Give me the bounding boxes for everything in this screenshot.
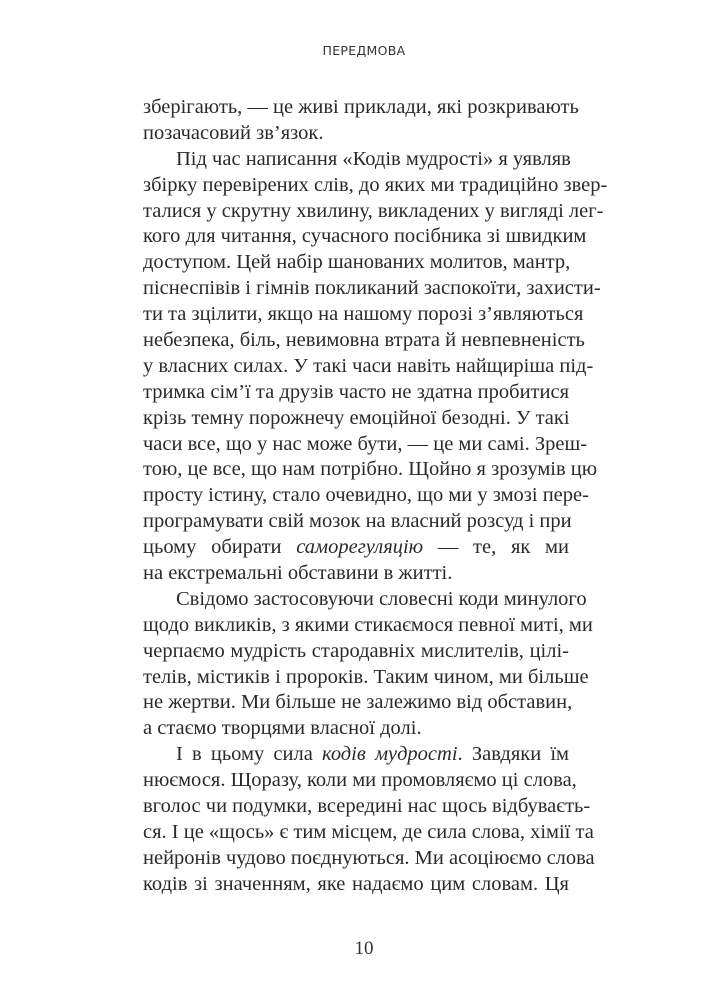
text-line: черпаємо мудрість стародавніх мислителів, цілі- — [143, 639, 569, 662]
text-line: доступом. Цей набір шанованих молитов, мантр, — [143, 251, 571, 274]
text-line: ся. І це «щось» є тим місцем, де сила слова, хімії та — [143, 820, 594, 843]
paragraph — [143, 587, 593, 742]
paragraph — [143, 95, 579, 147]
paragraph — [143, 147, 608, 587]
text-line: позачасовий зв’язок. — [143, 121, 324, 144]
text-line: зберігають, — це живі приклади, які розкривають — [143, 96, 579, 118]
text-line: ти та зцілити, якщо на нашому порозі з’являються — [143, 303, 584, 326]
text-line: на екстремальні обставини в житті. — [143, 562, 453, 585]
italic-text: кодів мудрості — [322, 743, 458, 766]
text-line: часи все, що у нас може бути, — це ми самі. Зреш- — [143, 432, 588, 455]
text-line: Свідомо застосовуючи словесні коди минулого — [176, 587, 587, 610]
text-line: нейронів чудово поєднуються. Ми асоціюємо слова — [143, 846, 595, 869]
text-line: телів, містиків і пророків. Таким чином, ми більше — [143, 665, 589, 688]
paragraph — [143, 742, 595, 897]
text-line: кодів зі значенням, яке надаємо цим словам. Ця — [143, 872, 569, 895]
text-line: Під час написання «Кодів мудрості» я уявляв — [176, 147, 571, 170]
text-line: крізь темну порожнечу емоційної безодні. У такі — [143, 406, 570, 429]
text-segment: цьому обирати — [143, 536, 297, 559]
text-line: а стаємо творцями власної долі. — [143, 717, 422, 740]
text-line: кого для читання, сучасного посібника зі швидким — [143, 225, 587, 248]
body-text — [143, 95, 608, 898]
text-segment: — те, як ми — [437, 536, 569, 559]
text-line: тою, це все, що нам потрібно. Щойно я зрозумів цю — [143, 458, 598, 481]
text-line — [143, 742, 569, 768]
text-line: щодо викликів, з якими стикаємося певної миті, ми — [143, 613, 593, 636]
text-line: збірку перевірених слів, до яких ми традиційно звер- — [143, 173, 608, 196]
text-line: піснеспівів і гімнів покликаний заспокоїти, захисти- — [143, 277, 601, 300]
text-line: талися у скрутну хвилину, викладених у вигляді лег- — [143, 199, 604, 222]
text-line: вголос чи подумки, всередині нас щось відбуваєть- — [143, 795, 591, 818]
text-line: небезпека, біль, невимовна втрата й невпевненість — [143, 329, 585, 352]
text-line: не жертви. Ми більше не залежимо від обставин, — [143, 691, 573, 714]
text-line: нюємося. Щоразу, коли ми промовляємо ці слова, — [143, 769, 577, 792]
text-line: програмувати свій мозок на власний розсуд і при — [143, 510, 572, 533]
text-segment: І в цьому сила — [176, 743, 323, 766]
italic-text: саморегуляцію — [296, 536, 424, 559]
text-line: просту істину, стало очевидно, що ми у змозі пере- — [143, 484, 589, 507]
text-line: тримка сім’ї та друзів часто не здатна пробитися — [143, 380, 569, 403]
text-line: у власних силах. У такі часи навіть найщиріша під- — [143, 354, 594, 377]
text-line — [143, 535, 569, 561]
text-segment: . Завдяки їм — [457, 743, 569, 766]
running-header: ПЕРЕДМОВА — [322, 43, 406, 58]
page-number: 10 — [354, 938, 374, 959]
